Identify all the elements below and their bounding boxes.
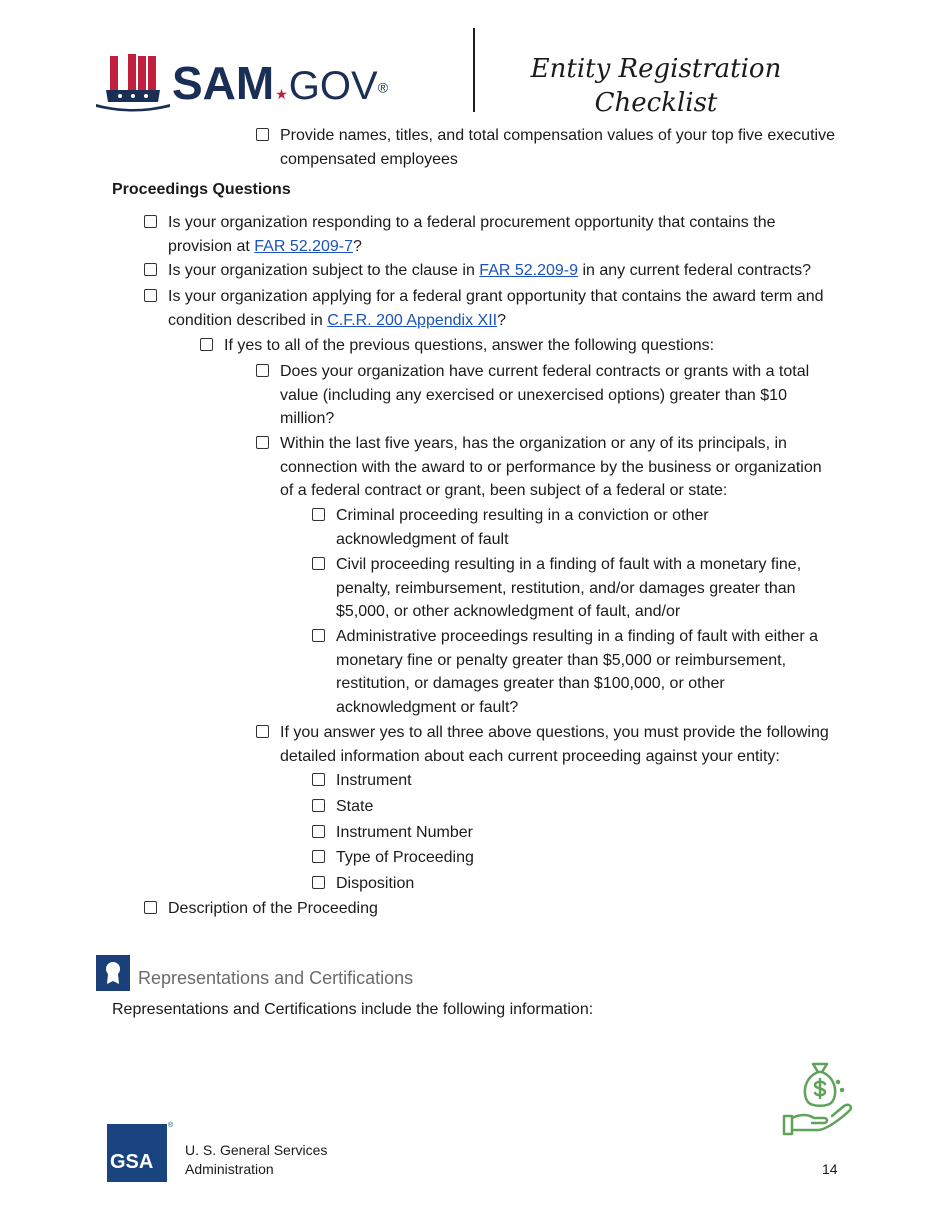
checkbox[interactable] bbox=[144, 289, 157, 302]
checklist-item-civil bbox=[336, 553, 846, 624]
checklist-item-instrument-number bbox=[336, 821, 736, 845]
item-text: of a federal contract or grant, been subject of a federal or state: bbox=[280, 482, 728, 499]
item-text: Is your organization responding to a federal procurement opportunity that contains the bbox=[168, 214, 776, 231]
item-text: Civil proceeding resulting in a finding of fault with a monetary fine, bbox=[336, 556, 802, 573]
far-52-209-9-link[interactable]: FAR 52.209-9 bbox=[479, 262, 579, 279]
item-text: detailed information about each current proceeding against your entity: bbox=[280, 747, 780, 765]
item-text: acknowledgment of fault bbox=[336, 530, 509, 548]
checkbox[interactable] bbox=[200, 338, 213, 351]
checklist-item-type-of-proceeding bbox=[336, 846, 736, 870]
document-title bbox=[510, 52, 802, 120]
item-text: Criminal proceeding resulting in a conviction or other bbox=[336, 507, 709, 524]
item-text: State bbox=[336, 798, 374, 815]
uncle-sam-hat-icon bbox=[96, 52, 170, 114]
item-text-line bbox=[168, 259, 858, 283]
checkbox[interactable] bbox=[312, 876, 325, 889]
checkbox[interactable] bbox=[312, 557, 325, 570]
checkbox[interactable] bbox=[256, 128, 269, 141]
item-text: Instrument bbox=[336, 772, 412, 789]
checkbox[interactable] bbox=[144, 215, 157, 228]
gsa-logo-text: GSA bbox=[110, 1151, 154, 1173]
checklist-item-cfr-200 bbox=[168, 285, 858, 332]
item-text: value (including any exercised or unexercised options) greater than $10 bbox=[280, 386, 787, 404]
item-text: monetary fine or penalty greater than $5,000 or reimbursement, bbox=[336, 651, 787, 669]
checkbox[interactable] bbox=[312, 799, 325, 812]
item-text: If you answer yes to all three above questions, you must provide the following bbox=[280, 724, 829, 741]
sam-gov-logo bbox=[96, 52, 389, 114]
checklist-item-instrument bbox=[336, 769, 736, 793]
item-text: million? bbox=[280, 410, 335, 427]
item-text: Is your organization subject to the clause in bbox=[168, 262, 480, 279]
logo-wordmark bbox=[172, 56, 388, 110]
item-text: ? bbox=[497, 311, 506, 329]
section-heading-proceedings: Proceedings Questions bbox=[112, 181, 291, 198]
checkbox[interactable] bbox=[144, 263, 157, 276]
item-text: Description of the Proceeding bbox=[168, 900, 378, 917]
item-text: Disposition bbox=[336, 875, 415, 892]
item-text: acknowledgment or fault? bbox=[336, 698, 519, 716]
item-text-line2 bbox=[168, 235, 858, 259]
checklist-item-far-209-9 bbox=[168, 259, 858, 283]
section-intro-text: Representations and Certifications include the following information: bbox=[112, 1001, 594, 1018]
logo-sam-text: SAM bbox=[172, 57, 275, 109]
checkbox[interactable] bbox=[312, 508, 325, 521]
checklist-item-far-209-7 bbox=[168, 211, 858, 258]
item-text: Administrative proceedings resulting in a finding of fault with either a bbox=[336, 628, 819, 645]
far-52-209-7-link[interactable]: FAR 52.209-7 bbox=[254, 237, 353, 255]
item-text: penalty, reimbursement, restitution, and/or damages greater than bbox=[336, 579, 796, 597]
checklist-item-five-years bbox=[280, 432, 850, 503]
item-text: restitution, or damages greater than $100,000, or other bbox=[336, 675, 725, 692]
item-text: Instrument Number bbox=[336, 824, 473, 841]
checklist-item-if-yes bbox=[224, 334, 854, 358]
item-text: condition described in bbox=[168, 311, 328, 329]
gsa-logo bbox=[107, 1124, 167, 1182]
cfr-200-appendix-xii-link[interactable]: C.F.R. 200 Appendix XII bbox=[327, 311, 498, 329]
gsa-org-line1: U. S. General Services bbox=[185, 1142, 328, 1158]
checkbox[interactable] bbox=[312, 825, 325, 838]
document-title-line1: Entity Registration bbox=[530, 54, 782, 84]
page-number: 14 bbox=[822, 1161, 838, 1177]
award-ribbon-icon bbox=[96, 955, 130, 991]
checkbox[interactable] bbox=[312, 629, 325, 642]
checkbox[interactable] bbox=[312, 773, 325, 786]
checklist-item-criminal bbox=[336, 504, 846, 551]
logo-gov-text: GOV bbox=[288, 64, 378, 108]
header-divider bbox=[473, 28, 475, 112]
item-text-line2 bbox=[168, 309, 858, 333]
item-text: Type of Proceeding bbox=[336, 849, 474, 866]
checklist-item-state bbox=[336, 795, 736, 819]
item-text: provision at bbox=[168, 237, 255, 255]
checklist-item-disposition bbox=[336, 872, 736, 896]
checklist-item-administrative bbox=[336, 625, 846, 719]
item-text: in any current federal contracts? bbox=[578, 262, 812, 279]
gsa-registered-mark: ® bbox=[168, 1122, 174, 1129]
item-text: If yes to all of the previous questions, answer the following questions: bbox=[224, 337, 715, 354]
checklist-item-description bbox=[168, 897, 668, 921]
checkbox[interactable] bbox=[256, 725, 269, 738]
checkbox[interactable] bbox=[256, 364, 269, 377]
money-bag-hand-icon bbox=[780, 1060, 856, 1136]
checkbox[interactable] bbox=[256, 436, 269, 449]
item-text: compensated employees bbox=[280, 150, 458, 168]
item-text: $5,000, or other acknowledgment of fault, and/or bbox=[336, 603, 681, 620]
checklist-item-detailed-info bbox=[280, 721, 850, 768]
document-title-line2: Checklist bbox=[594, 88, 718, 118]
logo-registered-mark: ® bbox=[377, 79, 389, 96]
item-text: Within the last five years, has the organization or any of its principals, in bbox=[280, 435, 787, 452]
checklist-item-executive-compensation bbox=[280, 124, 860, 171]
item-text: Provide names, titles, and total compensation values of your top five executive bbox=[280, 127, 835, 144]
item-text: connection with the award to or performance by the business or organization bbox=[280, 458, 822, 476]
gsa-org-line2: Administration bbox=[185, 1161, 274, 1177]
gsa-org-name bbox=[185, 1141, 327, 1179]
checkbox[interactable] bbox=[144, 901, 157, 914]
item-text: ? bbox=[353, 237, 362, 255]
logo-star-icon: ★ bbox=[275, 86, 288, 102]
checkbox[interactable] bbox=[312, 850, 325, 863]
checklist-item-10-million bbox=[280, 360, 850, 431]
item-text: Is your organization applying for a federal grant opportunity that contains the award term and bbox=[168, 288, 824, 305]
section-title-representations: Representations and Certifications bbox=[138, 968, 414, 988]
item-text: Does your organization have current federal contracts or grants with a total bbox=[280, 363, 810, 380]
